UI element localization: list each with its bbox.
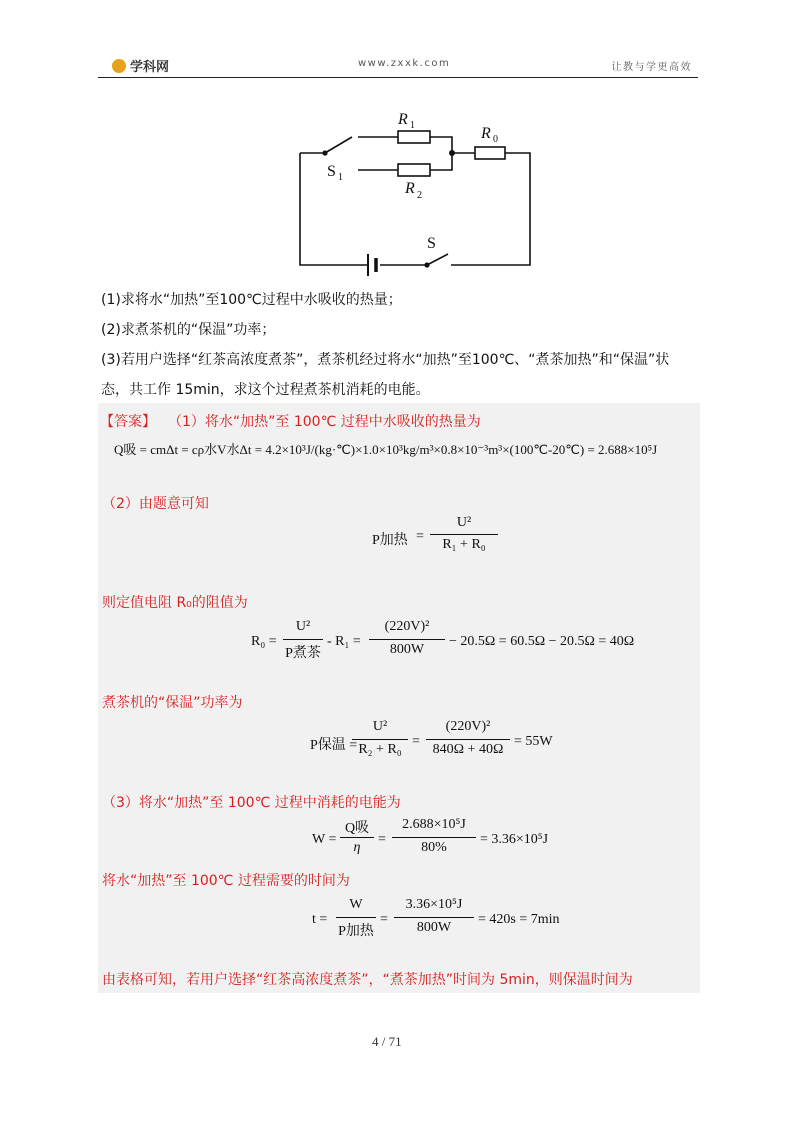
- page-number: 4 / 71: [372, 1034, 402, 1049]
- junction-node: [449, 150, 455, 156]
- question-3-line-1: (3)若用户选择“红茶高浓度煮茶”，煮茶机经过将水“加热”至100℃、“煮茶加热”和“保温”状: [101, 352, 670, 368]
- s1-pivot: [322, 150, 327, 155]
- equation-heat-absorbed: Q吸 = cmΔt = cρ水V水Δt = 4.2×10³J/(kg·℃)×1.0×10³kg/m³×0.8×10⁻³m³×(100℃-20℃) = 2.688×10⁵J: [114, 442, 658, 457]
- logo-text: 学科网: [130, 60, 170, 75]
- question-1: (1)求将水“加热”至100℃过程中水吸收的热量；: [101, 292, 402, 308]
- answer-part-3: （3）将水“加热”至 100℃ 过程中消耗的电能为: [102, 795, 401, 811]
- site-url: www.zxxk.com: [358, 58, 451, 69]
- answer-last-line: 由表格可知，若用户选择“红茶高浓度煮茶”，“煮茶加热”时间为 5min，则保温时间为: [102, 972, 633, 988]
- answer-block: 【答案】 （1）将水“加热”至 100℃ 过程中水吸收的热量为 Q吸 = cmΔt = cρ水V水Δt = 4.2×10³J/(kg·℃)×1.0×10³kg/m³×0.8×10⁻³m³×(100℃-20℃) = 2.688×10⁵J （2）由题意可知 P加热 = U² R₁ + R₀ 则定值电阻 R₀的阻值为 R₀ = U² P煮茶 - R₁ = (220V)² 800W − 20.5Ω = 60.5Ω − 20.5Ω = 40Ω 煮茶机的“保温”功率为 P保温 = U² R₂ + R₀ = (220V)² 840Ω + 40Ω = 55W （3）将水“加热”至 100℃ 过程中消耗的电能为 W = Q吸 η = 2.688×10⁵J 80% = 3.36×10⁵J 将水“加热”至 100℃ 过程需要的时间为 t = W P加热 = 3.36×10⁵J 800W = 420s = 7min 由表格可知，若用户选择“红茶高浓度煮茶”，“煮茶加热”时间为 5min，则保温时间为: [98, 403, 700, 993]
- line-r0-resistance: 则定值电阻 R₀的阻值为: [102, 595, 248, 611]
- s1-label: S: [327, 163, 336, 180]
- circuit-diagram: [0, 0, 800, 290]
- s-pivot: [424, 262, 429, 267]
- answer-part-2: （2）由题意可知: [102, 496, 209, 512]
- r0-sub: 0: [493, 134, 498, 145]
- r1-sub: 1: [410, 120, 415, 131]
- r1-label: R: [398, 111, 408, 128]
- r0-label: R: [481, 125, 491, 142]
- s1-sub: 1: [338, 172, 343, 183]
- line-heating-time: 将水“加热”至 100℃ 过程需要的时间为: [102, 873, 350, 889]
- answer-tag: 【答案】: [100, 414, 156, 430]
- answer-part-1: （1）将水“加热”至 100℃ 过程中水吸收的热量为: [168, 414, 481, 430]
- r2-sub: 2: [417, 190, 422, 201]
- r2-label: R: [405, 180, 415, 197]
- site-slogan: 让教与学更高效: [611, 62, 692, 73]
- s-label: S: [427, 235, 436, 252]
- question-2: (2)求煮茶机的“保温”功率；: [101, 322, 276, 338]
- line-keep-warm-power: 煮茶机的“保温”功率为: [102, 695, 243, 711]
- question-3-line-2: 态，共工作 15min，求这个过程煮茶机消耗的电能。: [101, 382, 430, 398]
